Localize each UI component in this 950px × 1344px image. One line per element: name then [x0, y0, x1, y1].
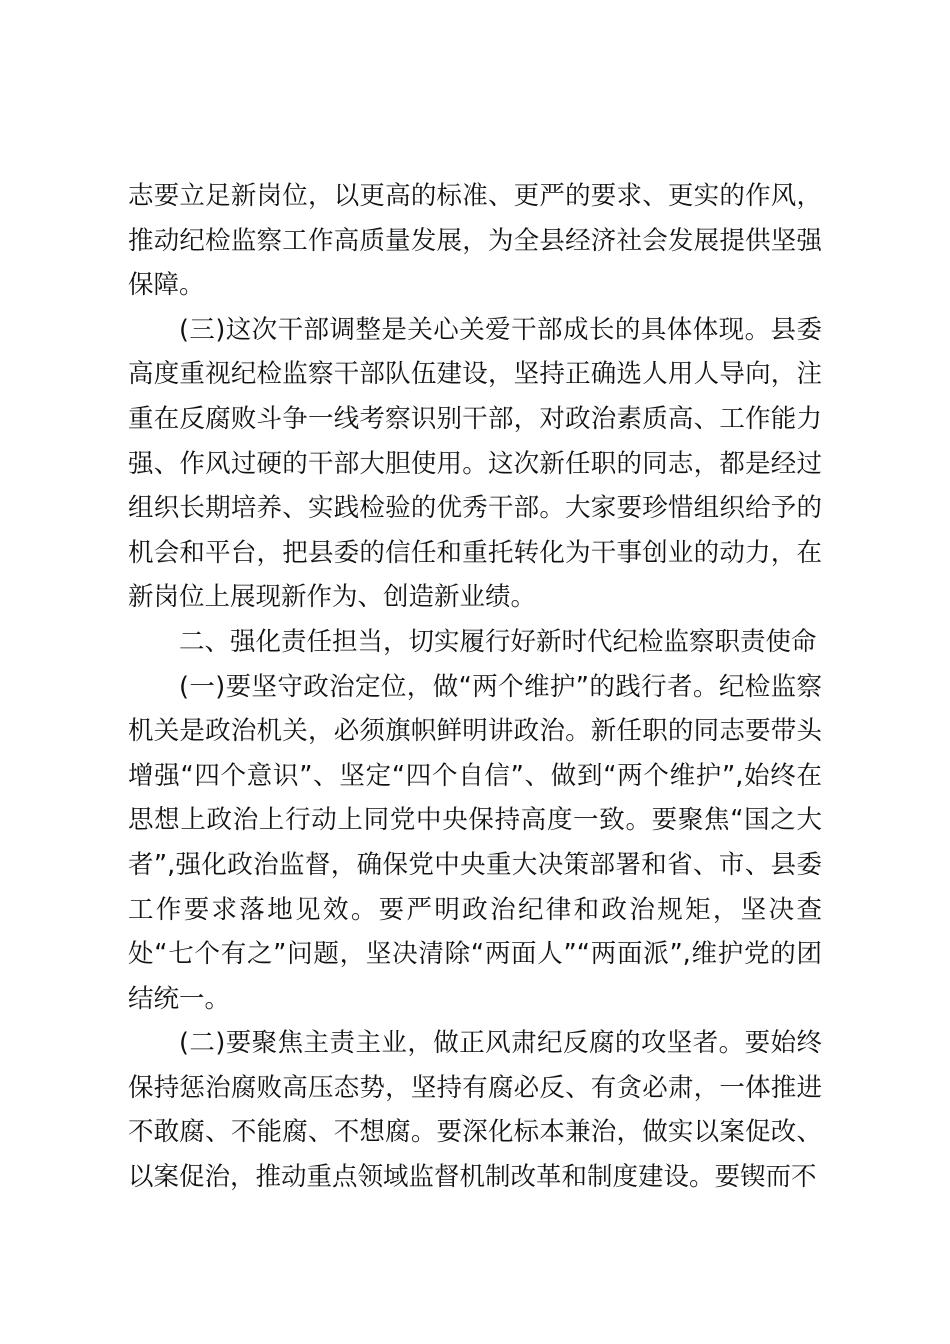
- paragraph-continuation: 志要立足新岗位，以更高的标准、更严的要求、更实的作风，推动纪检监察工作高质量发展，为全县经济社会发展提供坚强保障。: [128, 181, 822, 301]
- body-text: [128, 174, 822, 1200]
- section-heading-two: 二、强化责任担当，切实履行好新时代纪检监察职责使命: [179, 626, 817, 657]
- paragraph-section-three: (三)这次干部调整是关心关爱干部成长的具体体现。县委高度重视纪检监察干部队伍建设，坚持正确选人用人导向，注重在反腐败斗争一线考察识别干部，对政治素质高、工作能力强、作风过硬的干部大胆使用。这次新任职的同志，都是经过组织长期培养、实践检验的优秀干部。大家要珍惜组织给予的机会和平台，把县委的信任和重托转化为干事创业的动力，在新岗位上展现新作为、创造新业绩。: [128, 314, 822, 613]
- paragraph-subsection-one: (一)要坚守政治定位，做“两个维护”的践行者。纪检监察机关是政治机关，必须旗帜鲜明讲政治。新任职的同志要带头增强“四个意识”、坚定“四个自信”、做到“两个维护”,始终在思想上政治上行动上同党中央保持高度一致。要聚焦“国之大者”,强化政治监督，确保党中央重大决策部署和省、市、县委工作要求落地见效。要严明政治纪律和政治规矩，坚决查处“七个有之”问题，坚决清除“两面人”“两面派”,维护党的团结统一。: [128, 671, 822, 1014]
- paragraph-subsection-two: (二)要聚焦主责主业，做正风肃纪反腐的攻坚者。要始终保持惩治腐败高压态势，坚持有腐必反、有贪必肃，一体推进不敢腐、不能腐、不想腐。要深化标本兼治，做实以案促改、以案促治，推动重点领域监督机制改革和制度建设。要锲而不: [128, 1028, 822, 1193]
